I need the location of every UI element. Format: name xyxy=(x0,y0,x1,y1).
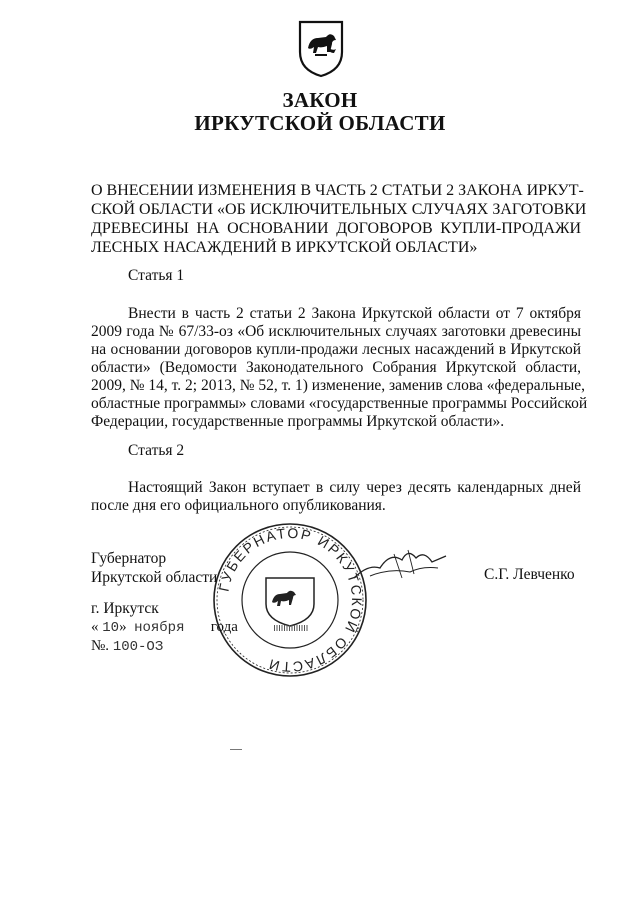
article-1-text xyxy=(91,305,588,431)
irkutsk-coat-of-arms-icon xyxy=(296,18,346,78)
date-day: 10 xyxy=(102,620,120,636)
subject-line: О ВНЕСЕНИИ ИЗМЕНЕНИЯ В ЧАСТЬ 2 СТАТЬИ 2 ЗАКОНА ИРКУТ- xyxy=(91,182,584,199)
signatory-position xyxy=(91,549,217,587)
position-line: Губернатор xyxy=(91,550,167,567)
law-number xyxy=(91,638,163,655)
article-1-heading: Статья 1 xyxy=(128,267,185,284)
document-type-title: ЗАКОН xyxy=(282,88,358,112)
region-title: ИРКУТСКОЙ ОБЛАСТИ xyxy=(194,111,446,135)
paragraph-line: 2009 года № 67/33-оз «Об исключительных случаях заготовки древесины xyxy=(91,323,581,340)
signatory-name: С.Г. Левченко xyxy=(484,566,575,583)
handwritten-signature-icon xyxy=(350,538,450,588)
date-close-quote: » xyxy=(119,619,127,635)
date-month: ноября xyxy=(134,620,185,636)
subject-line: ЛЕСНЫХ НАСАЖДЕНИЙ В ИРКУТСКОЙ ОБЛАСТИ» xyxy=(91,239,478,256)
paragraph-line: 2009, № 14, т. 2; 2013, № 52, т. 1) изменение, заменив слова «федеральные, xyxy=(91,377,586,394)
scan-mark xyxy=(230,748,242,751)
paragraph-line: на основании договоров купли-продажи лесных насаждений в Иркутской xyxy=(91,341,581,358)
law-number-value: 100-ОЗ xyxy=(112,639,164,655)
paragraph-line: Федерации, государственные программы Иркутской области». xyxy=(91,413,505,430)
law-number-prefix: №. xyxy=(91,638,110,654)
subject-line: ДРЕВЕСИНЫ НА ОСНОВАНИИ ДОГОВОРОВ КУПЛИ-ПРОДАЖИ xyxy=(91,220,581,237)
paragraph-line: Настоящий Закон вступает в силу через десять календарных дней xyxy=(128,479,581,496)
signing-date xyxy=(91,619,238,636)
date-open-quote: « xyxy=(91,619,99,635)
article-2-heading: Статья 2 xyxy=(128,442,185,459)
paragraph-line: области» (Ведомости Законодательного Собрания Иркутской области, xyxy=(91,359,581,376)
governor-seal-icon xyxy=(210,520,370,680)
subject-line: СКОЙ ОБЛАСТИ «ОБ ИСКЛЮЧИТЕЛЬНЫХ СЛУЧАЯХ ЗАГОТОВКИ xyxy=(91,201,587,218)
article-2-text xyxy=(91,479,581,515)
date-year-word: года xyxy=(210,619,238,635)
paragraph-line: после дня его официального опубликования. xyxy=(91,497,386,514)
paragraph-line: областные программы» словами «государственные программы Российской xyxy=(91,395,588,412)
svg-text:ГУБЕРНАТОР ИРКУТСКОЙ ОБЛАСТИ: ГУБЕРНАТОР ИРКУТСКОЙ ОБЛАСТИ xyxy=(215,524,366,676)
paragraph-line: Внести в часть 2 статьи 2 Закона Иркутской области от 7 октября xyxy=(128,305,581,322)
position-line: Иркутской области xyxy=(91,569,218,586)
signing-place: г. Иркутск xyxy=(91,600,159,617)
law-subject xyxy=(91,181,587,257)
